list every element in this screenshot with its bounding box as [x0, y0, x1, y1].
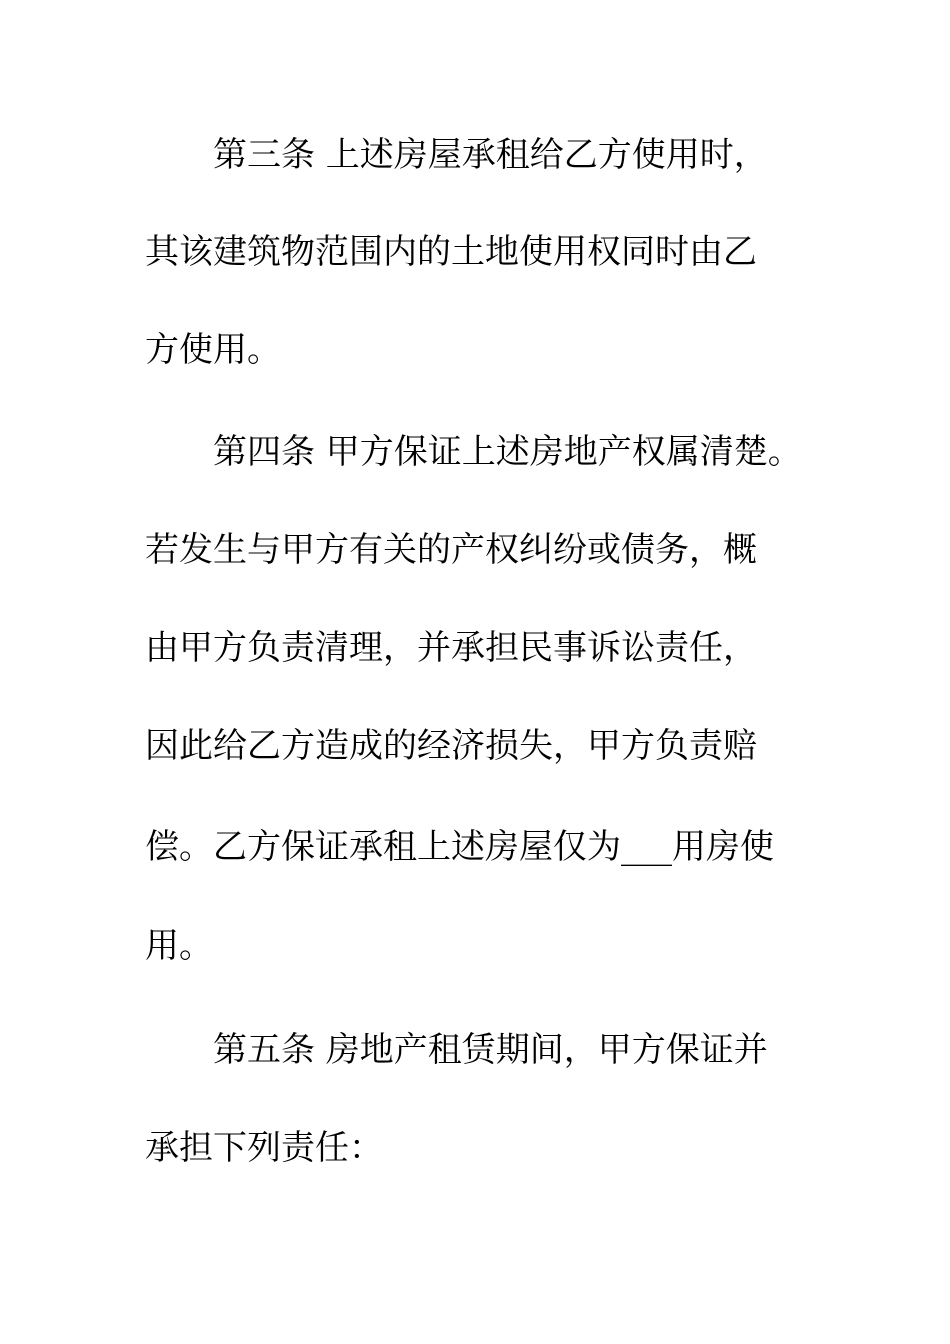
- article-3-line-3: 方使用。: [145, 330, 281, 370]
- article-4-line-2: 若发生与甲方有关的产权纠纷或债务，概: [145, 530, 757, 570]
- article-5-line-2: 承担下列责任：: [145, 1128, 383, 1168]
- article-4-line-4: 因此给乙方造成的经济损失，甲方负责赔: [145, 726, 757, 766]
- article-4-line-1: 第四条 甲方保证上述房地产权属清楚。: [213, 432, 802, 472]
- article-3-line-2: 其该建筑物范围内的土地使用权同时由乙: [145, 232, 757, 272]
- article-4-line-5: 偿。乙方保证承租上述房屋仅为___用房使: [145, 827, 774, 867]
- article-3-line-1: 第三条 上述房屋承租给乙方使用时，: [213, 135, 768, 175]
- article-4-line-3: 由甲方负责清理，并承担民事诉讼责任，: [145, 628, 757, 668]
- article-5-line-1: 第五条 房地产租赁期间，甲方保证并: [213, 1030, 768, 1070]
- article-4-line-6: 用。: [145, 926, 213, 966]
